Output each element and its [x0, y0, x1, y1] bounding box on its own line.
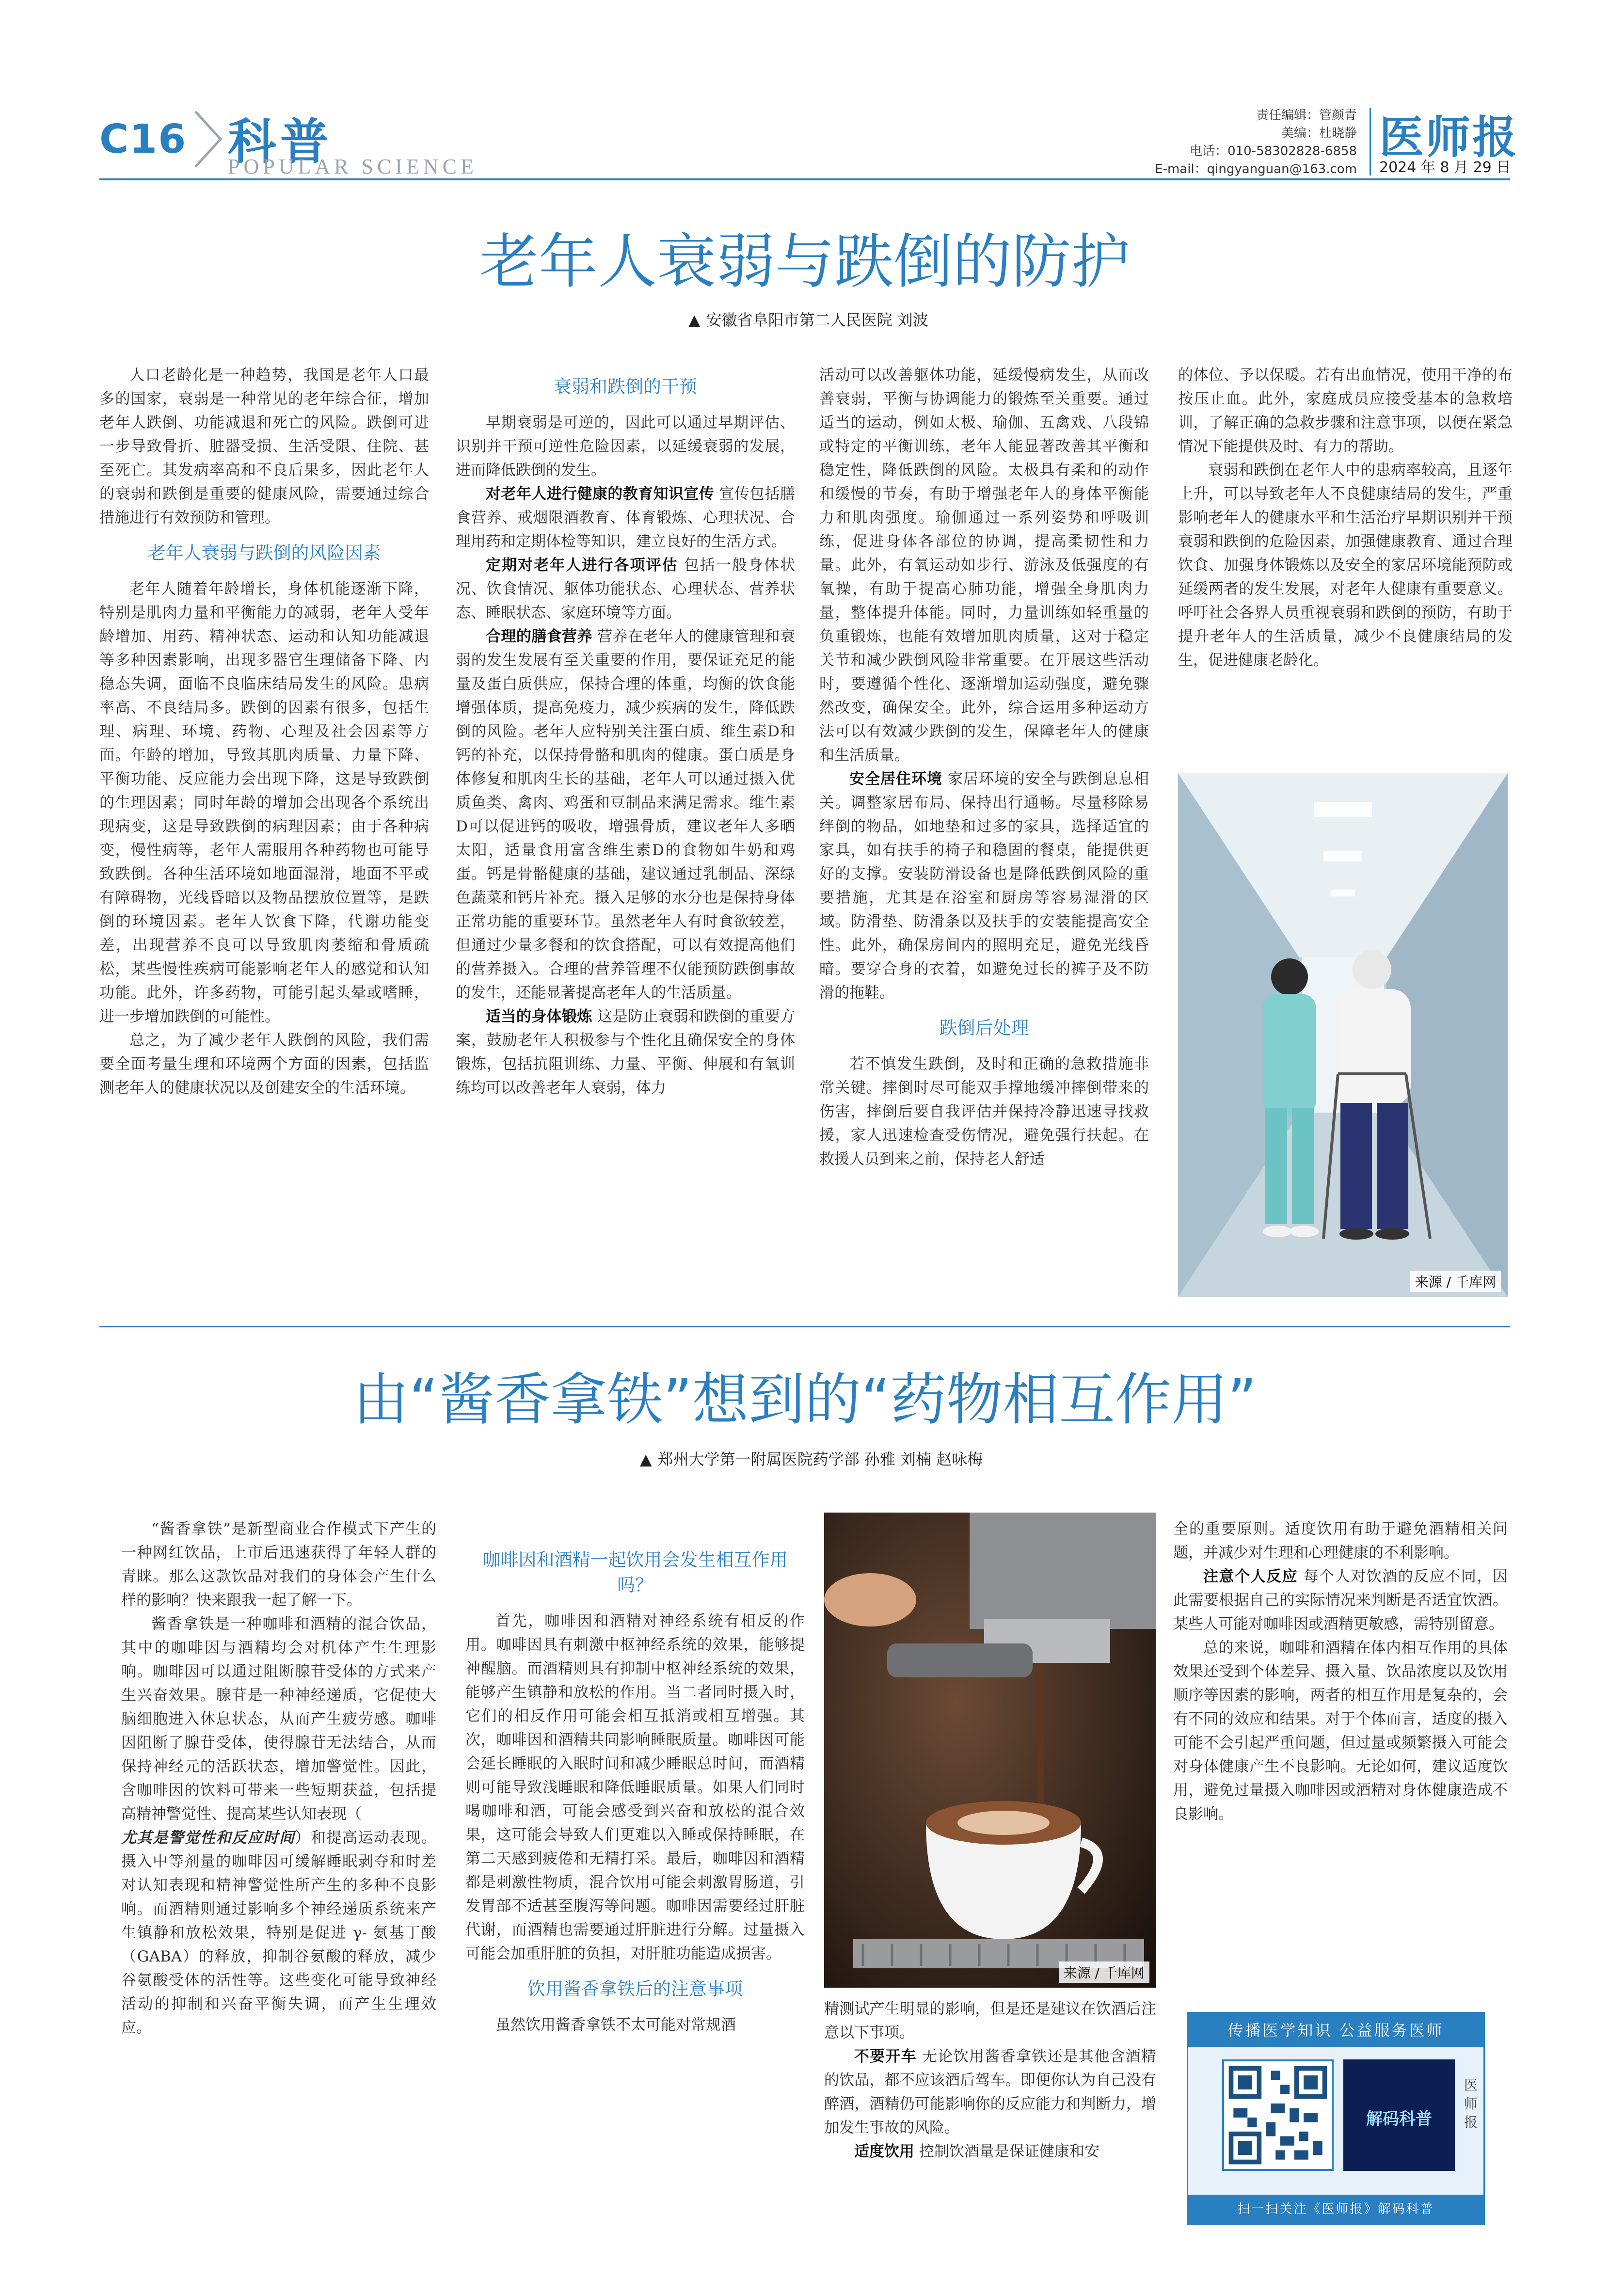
chevron-right-icon: [191, 108, 225, 171]
subheading: 咖啡因和酒精一起饮用会发生相互作用吗？: [482, 1549, 788, 1595]
paragraph: [456, 625, 795, 1005]
newspaper-logo: 医师报: [1379, 111, 1519, 163]
article1-column-4: [1178, 364, 1513, 766]
paragraph-body: 包括一般身体状况、饮食情况、躯体功能状态、心理状态、营养状态、睡眠状态、家庭环境等方面。: [456, 557, 795, 622]
promo-thumbnail-text: 解码科普: [1366, 2109, 1432, 2129]
article1-author: 安徽省阜阳市第二人民医院 刘波: [706, 311, 928, 329]
paragraph: 老年人随着年龄增长，身体机能逐渐下降，特别是肌肉力量和平衡能力的减弱，老年人受年龄增加、用药、精神状态、运动和认知功能减退等多种因素影响，出现多器官生理储备下降、内稳态失调，面临不良临床结局发生的风险。患病率高、不良结局多。跌倒的因素有很多，包括生理、病理、环境、药物、心理及社会因素等方面。年龄的增加，导致其肌肉质量、力量下降、平衡功能、反应能力会出现下降，这是导致跌倒的生理因素；同时年龄的增加会出现各个系统出现病变，这是导致跌倒的病理因素；由于各种病变，慢性病等，老年人需服用各种药物也可能导致跌倒。各种生活环境如地面湿滑，地面不平或有障碍物，光线昏暗以及物品摆放位置等，是跌倒的环境因素。老年人饮食下降，代谢功能变差，出现营养不良可以导致肌肉萎缩和骨质疏松，某些慢性疾病可能影响老年人的感觉和认知功能。此外，许多药物，可能引起头晕或嗜睡，进一步增加跌倒的可能性。: [99, 580, 429, 1025]
paragraph: 早期衰弱是可逆的，因此可以通过早期评估、识别并干预可逆性危险因素，以延缓衰弱的发展，进而降低跌倒的发生。: [456, 414, 795, 479]
photo2-credit: 来源 / 千库网: [1059, 1961, 1149, 1983]
subheading: 衰弱和跌倒的干预: [554, 376, 697, 397]
promo-thumbnail[interactable]: [1343, 2059, 1455, 2171]
email-line: E-mail：qingyanguan@163.com: [1155, 162, 1357, 176]
paragraph-lead: 合理的膳食营养: [486, 628, 592, 645]
paragraph: [121, 1826, 436, 2040]
paragraph: [456, 1005, 795, 1100]
paragraph: [819, 767, 1149, 1005]
paragraph: “酱香拿铁”是新型商业合作模式下产生的一种网红饮品，上市后迅速获得了年轻人群的青睐。那么这款饮品对我们的身体会产生什么样的影响？快来跟我一起了解一下。: [121, 1520, 436, 1609]
paragraph: 若不慎发生跌倒，及时和正确的急救措施非常关键。摔倒时尽可能双手撑地缓冲摔倒带来的伤害，摔倒后要自我评估并保持冷静迅速寻找救援，家人迅速检查受伤情况，避免强行扶起。在救援人员到来之前，保持老人舒适: [819, 1055, 1149, 1168]
paragraph: [456, 554, 795, 625]
photo1-credit: 来源 / 千库网: [1410, 1271, 1501, 1292]
qr-promo-banner[interactable]: [1187, 2012, 1485, 2225]
article1-title: 老年人衰弱与跌倒的防护: [479, 227, 1130, 296]
paragraph-lead: 适当的身体锻炼: [486, 1008, 592, 1025]
paragraph-lead: 适度饮用: [854, 2143, 914, 2160]
article1-byline: [688, 308, 928, 330]
header-rule: [99, 178, 1510, 180]
promo-bottom-text: 扫一扫关注《医师报》解码科普: [1188, 2195, 1483, 2224]
paragraph: [456, 482, 795, 554]
article2-author: 郑州大学第一附属医院药学部 孙雅 刘楠 赵咏梅: [657, 1450, 983, 1468]
designer-line: 美编：杜晓静: [1281, 126, 1357, 141]
paragraph-lead: 不要开车: [854, 2048, 917, 2065]
paragraph: 总的来说，咖啡和酒精在体内相互作用的具体效果还受到个体差异、摄入量、饮品浓度以及饮用顺序等因素的影响，两者的相互作用是复杂的，会有不同的效应和结果。对于个体而言，适度的摄入可能不会引起严重问题，但过量或频繁摄入可能会对身体健康产生不良影响。无论如何，建议适度饮用，避免过量摄入咖啡因或酒精对身体健康造成不良影响。: [1173, 1639, 1508, 1823]
paragraph-body: 这是防止衰弱和跌倒的重要方案，鼓励老年人积极参与个性化且确保安全的身体锻炼，包括抗阻训练、力量、平衡、伸展和有氧训练均可以改善老年人衰弱，体力: [456, 1008, 795, 1097]
paragraph-body: 每个人对饮酒的反应不同，因此需要根据自己的实际情况来判断是否适宜饮酒。某些人可能对咖啡因或酒精更敏感，需特别留意。: [1173, 1568, 1508, 1633]
article1-column-3: [819, 364, 1149, 1309]
coffee-photo: [824, 1513, 1156, 1988]
paragraph: 虽然饮用酱香拿铁不太可能对常规酒: [495, 2016, 736, 2034]
paragraph: 衰弱和跌倒在老年人中的患病率较高，且逐年上升，可以导致老年人不良健康结局的发生，严重影响老年人的健康水平和生活治疗早期识别并干预衰弱和跌倒的危险因素，加强健康教育、通过合理饮食、加强身体锻炼以及安全的家居环境能预防或延缓两者的发生发展，对老年人健康有重要意义。呼吁社会各界人员重视衰弱和跌倒的预防，有助于提升老年人的生活质量，减少不良健康结局的发生，促进健康老龄化。: [1178, 462, 1513, 669]
emphasis-text: 尤其是警觉性和反应时间: [121, 1829, 295, 1847]
paragraph: 总之，为了减少老年人跌倒的风险，我们需要全面考量生理和环境两个方面的因素，包括监测老年人的健康状况以及创建安全的生活环境。: [99, 1032, 429, 1097]
paragraph-lead: 安全居住环境: [849, 770, 943, 788]
subheading: 老年人衰弱与跌倒的风险因素: [147, 542, 381, 563]
paragraph: 活动可以改善躯体功能，延缓慢病发生，从而改善衰弱，平衡与协调能力的锻炼至关重要。通过适当的运动，例如太极、瑜伽、五禽戏、八段锦或特定的平衡训练，老年人能显著改善其平衡和稳定性，降低跌倒的风险。太极具有柔和的动作和缓慢的节奏，有助于增强老年人的身体平衡能力和肌肉强度。瑜伽通过一系列姿势和呼吸训练，促进身体各部位的协调，提高柔韧性和力量。此外，有氧运动如步行、游泳及低强度的有氧操，有助于提高心肺功能，增强全身肌肉力量，整体提升体能。同时，力量训练如轻重量的负重锻炼，也能有效增加肌肉质量，这对于稳定关节和减少跌倒风险非常重要。在开展这些活动时，要遵循个性化、逐渐增加运动强度，避免骤然改变，确保安全。此外，综合运用多种运动方法可以有效减少跌倒的发生，保障老年人的健康和生活质量。: [819, 367, 1149, 764]
subheading: 饮用酱香拿铁后的注意事项: [527, 1978, 743, 1999]
editorial-info: [1105, 107, 1357, 178]
nurse-elderly-photo: [1178, 773, 1508, 1297]
article2-column-2: [465, 1537, 805, 2245]
coffee-machine-illustration: [824, 1513, 1156, 1988]
section-title: 科普: [228, 113, 333, 170]
qr-code-icon[interactable]: [1222, 2059, 1334, 2171]
paragraph-body: 无论饮用酱香拿铁还是其他含酒精的饮品，都不应该酒后驾车。即便你认为自己没有醉酒，酒精仍可能影响你的反应能力和判断力，增加发生事故的风险。: [824, 2048, 1156, 2137]
paragraph: [1173, 1565, 1508, 1636]
paragraph-lead: 对老年人进行健康的教育知识宣传: [486, 485, 715, 503]
article2-column-1: [121, 1517, 436, 2245]
triangle-icon: ▲: [640, 1450, 652, 1468]
paragraph: [824, 2045, 1156, 2140]
article2-byline: [640, 1447, 983, 1469]
paragraph-body: 家居环境的安全与跌倒息息相关。调整家居布局、保持出行通畅。尽量移除易绊倒的物品，如地垫和过多的家具，选择适宜的家具，如有扶手的椅子和稳固的餐桌，能提供更好的支撑。安装防滑设备也是降低跌倒风险的重要措施，尤其是在浴室和厨房等容易湿滑的区域。防滑垫、防滑条以及扶手的安装能提高安全性。此外，确保房间内的照明充足，避免光线昏暗。要穿合身的衣着，如避免过长的裤子及不防滑的拖鞋。: [819, 770, 1149, 1002]
paragraph: 全的重要原则。适度饮用有助于避免酒精相关问题，并减少对生理和心理健康的不利影响。: [1173, 1520, 1508, 1562]
article2-column-3: [824, 1997, 1156, 2245]
promo-side-text: 医师报: [1464, 2077, 1478, 2130]
paragraph: 的体位、予以保暖。若有出血情况，使用干净的布按压止血。此外，家庭成员应接受基本的急救培训，了解正确的急救步骤和注意事项，以便在紧急情况下能提供及时、有力的帮助。: [1178, 367, 1513, 455]
issue-date: 2024 年 8 月 29 日: [1379, 159, 1511, 176]
hospital-corridor-illustration: [1178, 773, 1508, 1297]
paragraph: 首先，咖啡因和酒精对神经系统有相反的作用。咖啡因具有刺激中枢神经系统的效果，能够提神醒脑。而酒精则具有抑制中枢神经系统的效果，能够产生镇静和放松的作用。当二者同时摄入时，它们的相反作用可能会相互抵消或相互增强。其次，咖啡因和酒精共同影响睡眠质量。咖啡因可能会延长睡眠的入眠时间和减少睡眠总时间，而酒精则可能导致浅睡眠和降低睡眠质量。如果人们同时喝咖啡和酒，可能会感受到兴奋和放松的混合效果，这可能会导致人们更难以入睡或保持睡眠，在第二天感到疲倦和无精打采。最后，咖啡因和酒精都是刺激性物质，混合饮用可能会刺激胃肠道，引发胃部不适甚至腹泻等问题。咖啡因需要经过肝脏代谢，而酒精也需要通过肝脏进行分解。过量摄入可能会加重肝脏的负担，对肝脏功能造成损害。: [465, 1612, 805, 1962]
article2-title: 由“酱香拿铁”想到的“药物相互作用”: [352, 1367, 1257, 1433]
article-divider: [99, 1326, 1510, 1327]
article1-column-2: [456, 364, 795, 1309]
section-subtitle: POPULAR SCIENCE: [228, 155, 478, 178]
paragraph-body: ）和提高运动表现。摄入中等剂量的咖啡因可缓解睡眠剥夺和时差对认知表现和精神警觉性所产生的多种不良影响。而酒精则通过影响多个神经递质系统来产生镇静和放松效果，特别是促进 γ- 氨基丁酸（GABA）的释放，抑制谷氨酸的释放，减少谷氨酸受体的活性等。这些变化可能导致神经活动的抑制和兴奋平衡失调，而产生生理效应。: [121, 1829, 436, 2037]
subheading: 跌倒后处理: [939, 1018, 1029, 1038]
promo-top-text: 传播医学知识 公益服务医师: [1188, 2013, 1483, 2047]
paragraph-lead: 定期对老年人进行各项评估: [486, 557, 678, 574]
paragraph: 人口老龄化是一种趋势，我国是老年人口最多的国家，衰弱是一种常见的老年综合征，增加老年人跌倒、功能减退和死亡的风险。跌倒可进一步导致骨折、脏器受损、生活受限、住院、甚至死亡。其发病率高和不良后果多，因此老年人的衰弱和跌倒是重要的健康风险，需要通过综合措施进行有效预防和管理。: [99, 367, 429, 526]
paragraph-lead: 注意个人反应: [1203, 1568, 1298, 1585]
triangle-icon: ▲: [688, 311, 701, 329]
paragraph-body: 控制饮酒量是保证健康和安: [914, 2143, 1099, 2160]
page-number: C16: [99, 116, 187, 162]
phone-line: 电话：010-58302828-6858: [1190, 144, 1357, 159]
brand-divider: [1370, 108, 1371, 175]
paragraph: 酱香拿铁是一种咖啡和酒精的混合饮品，其中的咖啡因与酒精均会对机体产生生理影响。咖啡因可以通过阻断腺苷受体的方式来产生兴奋效果。腺苷是一种神经递质，它促使大脑细胞进入休息状态，从而产生疲劳感。咖啡因阻断了腺苷受体，使得腺苷无法结合，从而保持神经元的活跃状态，增加警觉性。因此，含咖啡因的饮料可带来一些短期获益，包括提高精神警觉性、提高某些认知表现（: [121, 1615, 436, 1823]
paragraph-body: 宣传包括膳食营养、戒烟限酒教育、体育锻炼、心理状况、合理用药和定期体检等知识，建立良好的生活方式。: [456, 485, 795, 550]
paragraph-body: 营养在老年人的健康管理和衰弱的发生发展有至关重要的作用，要保证充足的能量及蛋白质供应，保持合理的体重，均衡的饮食能增强体质，提高免疫力，减少疾病的发生，降低跌倒的风险。老年人应特别关注蛋白质、维生素D和钙的补充，以保持骨骼和肌肉的健康。蛋白质是身体修复和肌肉生长的基础，老年人可以通过摄入优质鱼类、禽肉、鸡蛋和豆制品来满足需求。维生素D可以促进钙的吸收，增强骨质，建议老年人多晒太阳，适量食用富含维生素D的食物如牛奶和鸡蛋。钙是骨骼健康的基础，建议通过乳制品、深绿色蔬菜和钙片补充。摄入足够的水分也是保持身体正常功能的重要环节。虽然老年人有时食欲较差，但通过少量多餐和的饮食搭配，可以有效提高他们的营养摄入。合理的营养管理不仅能预防跌倒事故的发生，还能显著提高老年人的生活质量。: [456, 628, 795, 1002]
article2-column-4: [1173, 1517, 1508, 2002]
article1-column-1: [99, 364, 429, 1309]
editor-line: 责任编辑：管颜青: [1256, 108, 1357, 123]
paragraph: [824, 2140, 1156, 2164]
paragraph: 精测试产生明显的影响，但是还是建议在饮酒后注意以下事项。: [824, 2000, 1156, 2041]
